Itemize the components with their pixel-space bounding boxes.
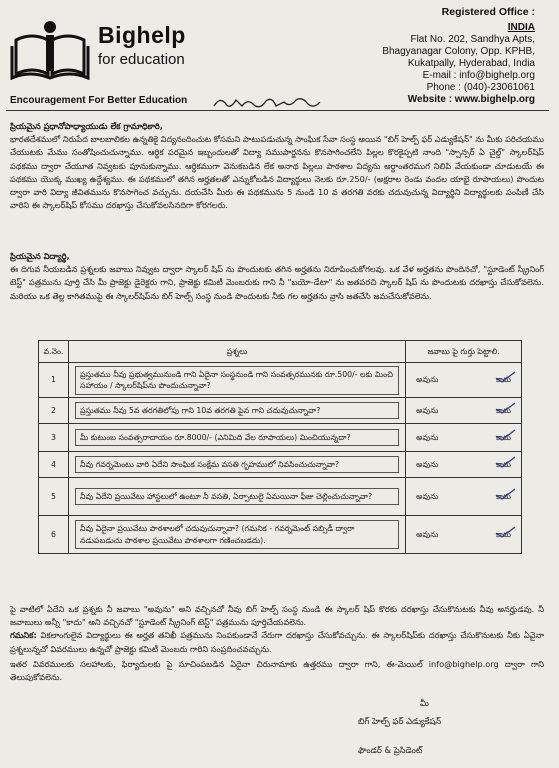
answer-yes-option[interactable]: అవును [416,491,439,501]
header-divider [6,110,549,111]
answer-yes-option[interactable]: అవును [416,459,439,469]
answer-no-label: కాదు [496,405,511,415]
answer-yes-option[interactable]: అవును [416,375,439,385]
row-question [68,516,405,554]
address-line-2: Bhagyanagar Colony, Opp. KPHB, [382,46,535,57]
answer-no-label: కాదు [496,529,511,539]
closing-yours: మీ [420,698,429,708]
question-box: నీవు ఏదైనా ప్రయివేటు పాఠశాలలో చదువుచున్నావా? (గమనిక - గవర్నమెంట్ సబ్సిడీ ద్వారా నడుపబడుచు పాఠశాల ప్రయివేటు పాఠశాలగా గణించబడదు). [75,520,399,549]
check-mark-icon [494,429,516,441]
answer-no-label: కాదు [496,491,511,501]
answer-no-label: కాదు [496,432,511,442]
answer-no-option[interactable] [496,491,511,503]
brand-subtitle: for education [98,51,185,68]
note-label: గమనిక: [10,630,37,641]
row-answer [406,478,522,516]
row-number: 3 [39,424,69,452]
answer-no-option[interactable] [496,529,511,541]
letter-para-1-block [10,120,544,212]
address-line-1: Flat No. 202, Sandhya Apts, [410,34,535,45]
tagline: Encouragement For Better Education [10,95,188,106]
address-line-3: Kukatpally, Hyderabad, India [407,58,535,69]
question-box: నీవు గవర్నమెంటు వారి ఏదేని సాంఘిక సంక్షేమ వసతి గృహములో నివసించుచున్నావా? [75,456,399,474]
row-question [68,452,405,478]
table-row [39,424,522,452]
table-row [39,516,522,554]
row-number: 5 [39,478,69,516]
office-phone: Phone : (040)-23061061 [426,82,535,93]
col-header-question: ప్రశ్నలు [68,341,405,363]
letter-para-2-block [10,250,544,303]
row-answer [406,516,522,554]
answer-no-label: కాదు [496,459,511,469]
check-mark-icon [494,456,516,468]
answer-no-option[interactable] [496,432,511,444]
answer-options [410,374,517,386]
col-header-no: వ.నెం. [39,341,69,363]
question-box: ప్రస్తుతము నీవు ప్రభుత్వమునుండి గాని ఏదైనా సంస్థనుండి గాని సంవత్సరమునకు రూ.500/- లకు మించి సహాయం / స్కాలర్‌షిప్‌ను పొందుచున్నావా? [75,366,399,395]
row-answer [406,452,522,478]
question-box: ప్రస్తుతము నీవు 5వ తరగతిలోపు గాని 10వ తరగతి పైన గాని చదువుచున్నావా? [75,402,399,420]
row-number: 6 [39,516,69,554]
answer-yes-option[interactable]: అవును [416,405,439,415]
closing-org: బిగ్ హెల్ప్ ఫర్ ఎడ్యుకేషన్ [358,716,442,726]
brand-name: Bighelp [98,22,186,48]
answer-options [410,432,517,444]
office-label: Registered Office : [441,6,535,18]
row-number: 1 [39,363,69,398]
letter-para-3-block [10,603,544,684]
row-number: 2 [39,398,69,424]
row-answer [406,398,522,424]
question-box: మీ కుటుంబ సంవత్సరాదాయం రూ.8000/- (ఎనిమిది వేల రూపాయలు) మించియున్నదా? [75,429,399,447]
row-question [68,478,405,516]
note-text: వికలాంగులైన విద్యార్థులు ఈ అర్హత తనిఖీ పత్రమును నింపకుండానే నేరుగా దరఖాస్తు చేసుకోవచ్చును. ఈ స్కాలర్‌షిప్‌కు దరఖాస్తు చేసుకొనుటకు నీకు ఏవైనా ప్రశ్నలున్నచో వివరములు ఉన్నచో ప్రాజెక్టు కమిటీ మెంబరు గారిని సంప్రదించవచ్చును. [10,630,544,654]
closing-title: ఫౌండర్ & ప్రెసిడెంట్ [358,745,423,755]
table-row [39,398,522,424]
answer-options [410,529,517,541]
row-question [68,363,405,398]
answer-yes-option[interactable]: అవును [416,432,439,442]
answer-yes-option[interactable]: అవును [416,529,439,539]
col-header-answer: జవాబు పై గుర్తు పెట్టాలి. [406,341,522,363]
check-mark-icon [494,488,516,500]
office-country: INDIA [507,22,535,33]
office-website: Website : www.bighelp.org [407,94,535,105]
table-header-row [39,341,522,363]
brand [98,22,186,68]
check-mark-icon [494,526,516,538]
row-number: 4 [39,452,69,478]
check-mark-icon [494,402,516,414]
table-row [39,363,522,398]
question-box: నీవు ఏదేని ప్రయివేటు హాస్టలులో ఉంటూ నీ వసతి, ఏర్పాటులై ఏమయినా ఫీజు చెల్లించుచున్నావా? [75,488,399,506]
answer-no-option[interactable] [496,374,511,386]
answer-no-option[interactable] [496,459,511,471]
row-question [68,424,405,452]
bighelp-logo-icon [10,18,90,80]
answer-no-label: కాదు [496,375,511,385]
salutation-student: ప్రియమైన విద్యార్థి, [10,251,70,261]
note-block [10,629,544,655]
letter-para-1: భారతదేశములో నిరుపేద బాలబాలికల ఉన్నతికై విద్యనందించుట కోసమని పాటుపడుచున్న సాంఘిక సేవా సంస్థ అయిన "బిగ్ హెల్ప్ ఫర్ ఎడ్యుకేషన్" ను మీకు పరిచయము చేయుటకు మేము సంతోషించుచున్నాము. ఆర్థిక పరమైన ఇబ్బందులతో విద్యా సముపార్జనను కొనసాగించలేని పిల్లల కొరకైప్పటి నాంది "స్పాన్సర్ ఏ చైల్డ్" స్కాలర్‌షిప్ పథకము ద్వారా చేయూత నివ్వటకు పూనుకున్నాము. ఆర్థికముగా వెనుకబడిన లేక అనాథ పిల్లలు పాఠశాల విద్యను అర్థాంతరముగ నిలిపి వేయకుండా చూడుటయే ఈ పథకము యొక్క ముఖ్య ఉద్దేశ్యము. ఈ పథకములో తగిన అర్హతలతో ఎన్నుకోబడిన విద్యార్థులు నెలకు రూ.250/- (అక్షరాల రెండు వందల యాభై రూపాయలు) పొందుట ద్వారా వారి విద్యా జీవితమును కొనసాగించ వచ్చును. దయచేసి మీరు ఈ పథకమును 5 నుండి 10 వ తరగతి వరకు చదువుచున్న విద్యార్థిని విద్యార్థులకు పంపిణీ చేసి వారిని ఈ స్కాలర్‌షిప్ కోసము దరఖాస్తు చేసుకోవలసినదిగా కోరగలరు. [10,134,544,211]
letter-para-4: ఇతర వివరములకు సలహాలకు, ఫిర్యాదులకు పై సూచింపబడిన ఏదైనా చిరునామాకు ఉత్తరము ద్వారా గాని, ఈ-మెయిల్ info@bighelp.org ద్వారా గాని తెలుపుకోవలెను. [10,658,544,683]
letter-para-3: పై వాటిలో ఏదేని ఒక ప్రశ్నకు నీ జవాబు "అవును" అని వచ్చినచో నీవు బిగ్ హెల్ప్ సంస్థ నుండి ఈ స్కాలర్ షిప్ కొరకు దరఖాస్తు చేసుకొనుటకు నీవు అనర్హుడవు. నీ జవాబులు అన్నీ "కాదు" అని వచ్చినచో "స్టూడెంట్ స్క్రీనింగ్ టెస్ట్" పత్రమును పూర్తిచేయవలెను. [10,604,544,628]
answer-options [410,405,517,417]
answer-options [410,459,517,471]
answer-no-option[interactable] [496,405,511,417]
row-answer [406,363,522,398]
registered-office [315,6,535,106]
office-email: E-mail : info@bighelp.org [422,70,535,81]
check-mark-icon [494,371,516,383]
table-row [39,452,522,478]
table-row [39,478,522,516]
letter-para-2: ఈ దిగువ నీయబడిన ప్రశ్నలకు జవాబు నివ్వుట ద్వారా స్కాలర్ షిప్ ను పొందుటకు తగిన అర్హతను నిరూపించుకోగలవు. ఒక వేళ అర్హతను పొందినచో, "స్టూడెంట్ స్క్రీనింగ్ టెస్ట్" పత్రమును పూర్తి చేసి మీ ప్రాజెక్టు డైరెక్టరు గాని, ప్రాజెక్టు కమిటీ మెంబరుకు గాని నీ "బయో-డేటా" ను జతపరచి స్కాలర్ షిప్ ను పొందుటకు దరఖాస్తు చేసుకోవలెను. మరియు ఒక తెల్ల కాగితముపై ఈ స్కాలర్‌షిప్‌ను బిగ్ హెల్ప్ సంస్థ నుండి పొందుటకు నీకు గల అర్హతను వ్రాసి జతచేసి జమచేసుకోవలెను. [10,264,544,301]
row-answer [406,424,522,452]
eligibility-table [38,340,522,554]
answer-options [410,491,517,503]
salutation-principal: ప్రియమైన ప్రధానోపాధ్యాయుడు లేక గ్రామాధికారి, [10,121,163,131]
row-question [68,398,405,424]
